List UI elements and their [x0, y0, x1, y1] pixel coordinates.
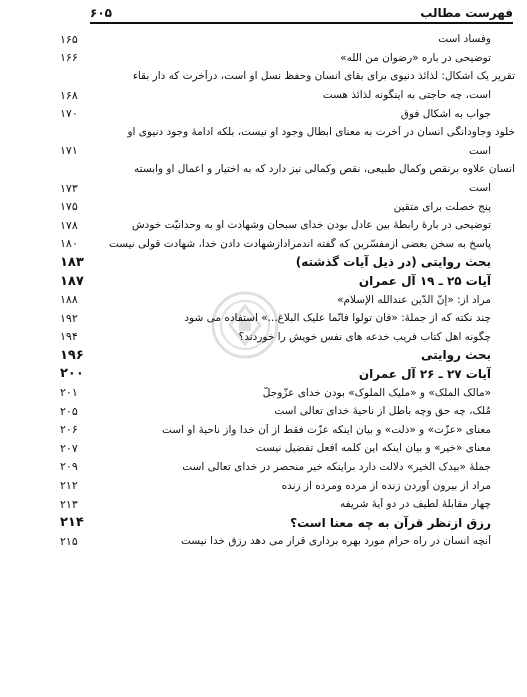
- toc-entry-title: وفساد است: [438, 33, 491, 46]
- toc-entry: [60, 160, 515, 179]
- toc-entry: [60, 346, 491, 365]
- toc-entry-page: ۲۰۹: [60, 460, 78, 474]
- toc-entry-title: توضیحی در باره «رضوان من الله»: [340, 51, 491, 64]
- toc-entry: [60, 142, 491, 161]
- toc-entry-title: آیات ۲۵ ـ ۱۹ آل عمران: [358, 274, 491, 289]
- toc-entry-title: مراد از: «إنّ الدّین عندالله الإسلام»: [337, 293, 491, 306]
- toc-entry-page: ۲۰۶: [60, 423, 78, 437]
- toc-entry-title: چگونه اهل کتاب فریب خدعه های نفس خویش را خوردند؟: [238, 330, 491, 343]
- toc-list: [60, 30, 515, 551]
- header-title: فهرست مطالب: [420, 6, 513, 20]
- header-rule: [90, 22, 513, 24]
- toc-entry: [60, 272, 491, 291]
- toc-entry-title: آیات ۲۷ ـ ۲۶ آل عمران: [358, 366, 491, 381]
- toc-entry: [60, 328, 491, 347]
- toc-entry-page: ۱۸۷: [60, 273, 84, 289]
- toc-entry-title: معنای «خیر» و بیان اینکه این کلمه افعل تفضیل نیست: [255, 442, 491, 455]
- toc-entry-page: ۱۷۸: [60, 218, 78, 232]
- page-header: [90, 4, 513, 22]
- toc-entry-title: تقریر یک اشکال: لذائذ دنیوی برای بقای انسان وحفظ نسل او است، درآخرت که دار بقاء: [132, 70, 515, 83]
- header-page-number: ۶۰۵: [90, 6, 112, 20]
- toc-entry: [60, 49, 491, 68]
- toc-entry-page: ۱۹۴: [60, 330, 78, 344]
- toc-entry-page: ۱۸۸: [60, 293, 78, 307]
- toc-entry-title: رزق ازنظر قرآن به چه معنا است؟: [290, 515, 491, 530]
- toc-entry: [60, 216, 491, 235]
- toc-entry: [60, 458, 491, 477]
- toc-entry: [60, 86, 491, 105]
- toc-entry-page: ۱۶۸: [60, 88, 78, 102]
- toc-entry-page: ۱۷۳: [60, 181, 78, 195]
- toc-entry-page: ۱۹۶: [60, 347, 84, 363]
- toc-entry: [60, 383, 491, 402]
- toc-entry: [60, 30, 491, 49]
- toc-entry: [60, 476, 491, 495]
- toc-entry-title: مراد از بیرون آوردن زنده از مرده ومرده از زنده: [281, 479, 491, 492]
- toc-entry-page: ۲۱۳: [60, 497, 78, 511]
- toc-entry: [60, 495, 491, 514]
- toc-entry: [60, 365, 491, 384]
- toc-entry: [60, 439, 491, 458]
- toc-entry-page: ۲۱۲: [60, 479, 78, 493]
- toc-entry-title: جملهٔ «بیدک الخیر» دلالت دارد براینکه خیر منحصر در خدای تعالی است: [182, 460, 491, 473]
- toc-entry: [60, 197, 491, 216]
- toc-entry: [60, 532, 491, 551]
- toc-entry-title: است: [468, 182, 491, 195]
- toc-entry-page: ۲۱۵: [60, 534, 78, 548]
- toc-entry: [60, 420, 491, 439]
- toc-entry-page: ۱۷۱: [60, 144, 78, 158]
- toc-entry-page: ۱۷۰: [60, 107, 78, 121]
- toc-entry-title: چند نکته که از جملهٔ: «فان تولّوا فانّما علیک البلاغ...» استفاده می شود: [184, 312, 491, 325]
- toc-entry-page: ۱۸۳: [60, 254, 84, 270]
- toc-entry-page: ۲۰۰: [60, 366, 84, 382]
- toc-entry-title: پنج خصلت برای متقین: [393, 200, 491, 213]
- toc-entry-title: خلود وجاودانگی انسان در آخرت به معنای ابطال وجود او نیست، بلکه ادامهٔ وجود دنیوی او: [127, 126, 515, 139]
- toc-entry: [60, 513, 491, 532]
- toc-entry: [60, 179, 491, 198]
- toc-entry-page: ۲۱۴: [60, 515, 84, 531]
- toc-entry-page: ۱۹۲: [60, 311, 78, 325]
- toc-entry-page: ۱۶۵: [60, 32, 78, 46]
- toc-entry-title: مُلک، چه حق وچه باطل از ناحیهٔ خدای تعالی است: [274, 405, 491, 418]
- toc-entry-title: «مالک الملک» و «ملیک الملوک» بودن خدای عزّوجلّ: [262, 386, 491, 399]
- toc-entry-title: انسان علاوه برنقص وکمال طبیعی، نقص وکمالی نیز دارد که به اختیار و اعمال او وابسته: [134, 163, 515, 176]
- toc-entry-title: است: [468, 144, 491, 157]
- toc-entry-title: پاسخ به سخن بعضی ازمفسّرین که گفته اندمرادازشهادت دادن خدا، شهادت قولی نیست: [108, 237, 491, 250]
- toc-entry: [60, 402, 491, 421]
- toc-entry-page: ۱۷۵: [60, 200, 78, 214]
- toc-entry-title: بحث روایتی: [420, 348, 491, 363]
- toc-entry-title: معنای «عزّت» و «ذلّت» و بیان اینکه عزّت فقط از آن خدا واز ناحیهٔ او است: [161, 423, 491, 436]
- toc-entry: [60, 309, 491, 328]
- toc-entry-page: ۲۰۱: [60, 386, 78, 400]
- toc-entry: [60, 123, 515, 142]
- toc-entry: [60, 235, 491, 254]
- toc-entry-page: ۱۶۶: [60, 51, 78, 65]
- toc-entry: [60, 67, 515, 86]
- toc-entry-title: توضیحی در بارهٔ رابطهٔ بین عادل بودن خدای سبحان وشهادت او به وحدانیّت خودش: [131, 219, 491, 232]
- toc-entry-title: است، چه حاجتی به اینگونه لذائذ هست: [322, 89, 491, 102]
- toc-entry-title: چهار مقابلهٔ لطیف در دو آیهٔ شریفه: [339, 498, 491, 511]
- toc-entry-page: ۱۸۰: [60, 237, 78, 251]
- toc-entry-title: جواب به اشکال فوق: [400, 107, 491, 120]
- toc-entry-page: ۲۰۵: [60, 404, 78, 418]
- toc-entry: [60, 290, 491, 309]
- toc-entry: [60, 104, 491, 123]
- toc-entry-page: ۲۰۷: [60, 441, 78, 455]
- toc-entry: [60, 253, 491, 272]
- toc-entry-title: بحث روایتی (در ذیل آیات گذشته): [295, 255, 491, 270]
- toc-entry-title: آنچه انسان در راه حرام مورد بهره برداری قرار می دهد رزق خدا نیست: [180, 535, 491, 548]
